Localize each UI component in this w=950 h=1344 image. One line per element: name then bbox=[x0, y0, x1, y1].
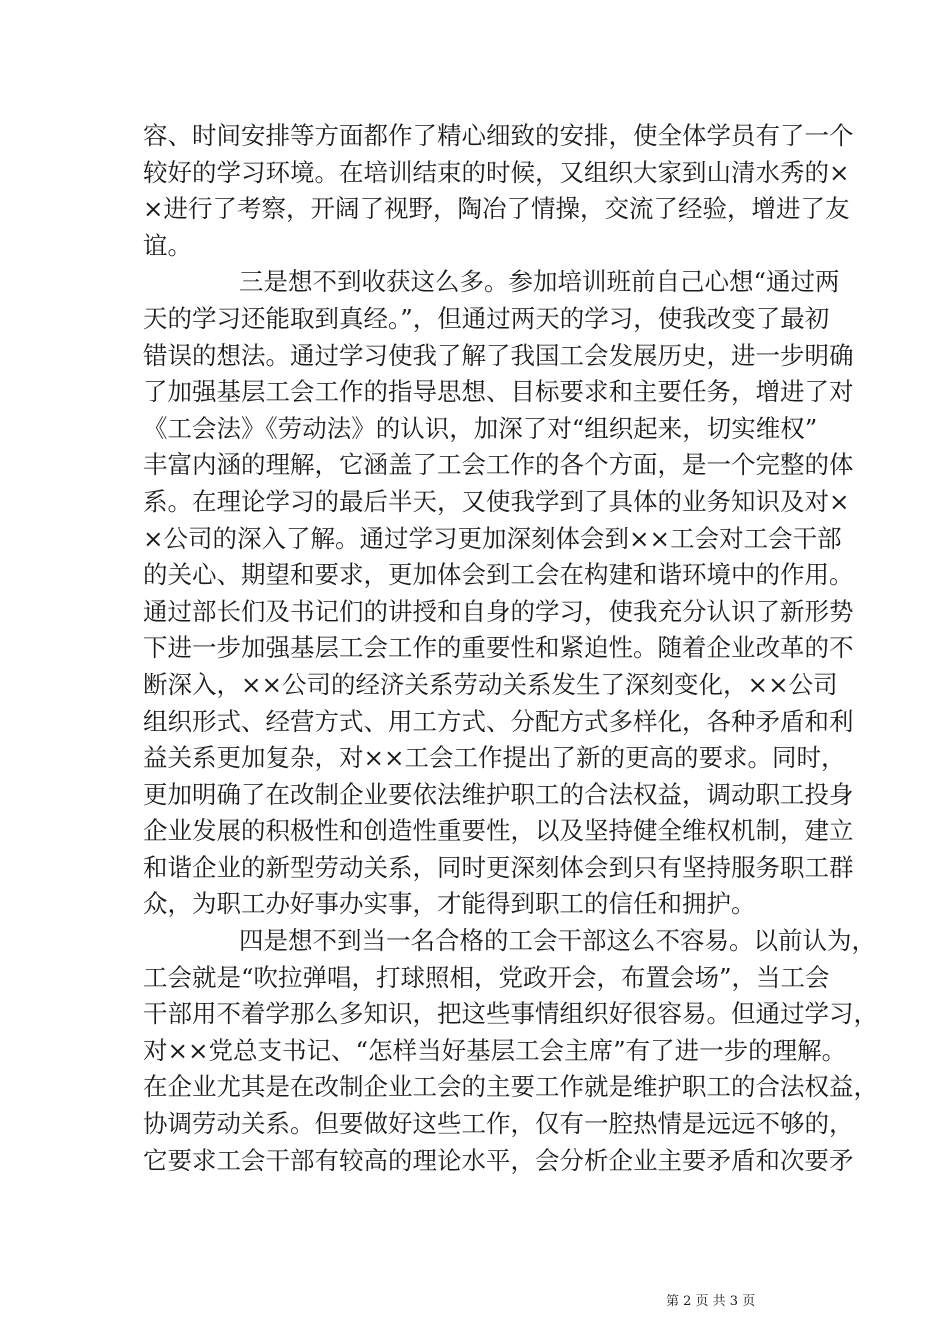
text-line-8: 了加强基层工会工作的指导思想、目标要求和主要任务，增进了对 bbox=[143, 377, 854, 407]
text-line-25: 干部用不着学那么多知识，把这些事情组织好很容易。但通过学习， bbox=[143, 999, 878, 1029]
text-line-17: 组织形式、经营方式、用工方式、分配方式多样化，各种矛盾和利 bbox=[143, 706, 854, 736]
text-line-9: 《工会法》《劳动法》的认识，加深了对“组织起来，切实维权” bbox=[143, 413, 818, 443]
text-line-3: ×进行了考察，开阔了视野，陶冶了情操，交流了经验，增进了友 bbox=[143, 194, 850, 224]
text-line-22: 众，为职工办好事办实事，才能得到职工的信任和拥护。 bbox=[143, 889, 756, 919]
text-line-14: 通过部长们及书记们的讲授和自身的学习，使我充分认识了新形势 bbox=[143, 596, 854, 626]
text-line-15: 下进一步加强基层工会工作的重要性和紧迫性。随着企业改革的不 bbox=[143, 633, 854, 663]
text-line-24: 工会就是“吹拉弹唱，打球照相，党政开会，布置会场”，当工会 bbox=[143, 962, 830, 992]
page-number: 第 2 页 共 3 页 bbox=[666, 1294, 756, 1309]
text-line-21: 和谐企业的新型劳动关系，同时更深刻体会到只有坚持服务职工群 bbox=[143, 852, 854, 882]
text-line-16: 断深入，××公司的经济关系劳动关系发生了深刻变化，××公司 bbox=[143, 669, 838, 699]
text-line-27: 在企业尤其是在改制企业工会的主要工作就是维护职工的合法权益， bbox=[143, 1072, 878, 1102]
text-line-19: 更加明确了在改制企业要依法维护职工的合法权益，调动职工投身 bbox=[143, 779, 854, 809]
paragraph-4-start: 四是想不到当一名合格的工会干部这么不容易。以前认为， bbox=[239, 926, 876, 956]
text-line-11: 系。在理论学习的最后半天，又使我学到了具体的业务知识及对× bbox=[143, 486, 850, 516]
body-text bbox=[143, 118, 878, 1179]
text-line-1: 容、时间安排等方面都作了精心细致的安排，使全体学员有了一个 bbox=[143, 121, 854, 150]
text-line-6: 天的学习还能取到真经。”，但通过两天的学习，使我改变了最初 bbox=[143, 303, 830, 333]
text-line-12: ×公司的深入了解。通过学习更加深刻体会到××工会对工会干部 bbox=[143, 523, 842, 553]
text-line-20: 企业发展的积极性和创造性重要性，以及坚持健全维权机制，建立 bbox=[143, 816, 854, 846]
paragraph-3-start: 三是想不到收获这么多。参加培训班前自己心想“通过两 bbox=[239, 267, 840, 297]
text-line-2: 较好的学习环境。在培训结束的时候，又组织大家到山清水秀的× bbox=[143, 157, 850, 187]
text-line-28: 协调劳动关系。但要做好这些工作，仅有一腔热情是远远不够的， bbox=[143, 1109, 854, 1139]
text-line-4: 谊。 bbox=[143, 230, 192, 260]
text-line-26: 对××党总支书记、“怎样当好基层工会主席”有了进一步的理解。 bbox=[143, 1035, 847, 1065]
text-line-18: 益关系更加复杂，对××工会工作提出了新的更高的要求。同时， bbox=[143, 743, 846, 773]
text-line-29: 它要求工会干部有较高的理论水平，会分析企业主要矛盾和次要矛 bbox=[143, 1145, 854, 1175]
text-line-13: 的关心、期望和要求，更加体会到工会在构建和谐环境中的作用。 bbox=[143, 560, 854, 590]
text-line-10: 丰富内涵的理解，它涵盖了工会工作的各个方面，是一个完整的体 bbox=[143, 450, 854, 480]
text-line-7: 错误的想法。通过学习使我了解了我国工会发展历史，进一步明确 bbox=[143, 340, 854, 370]
